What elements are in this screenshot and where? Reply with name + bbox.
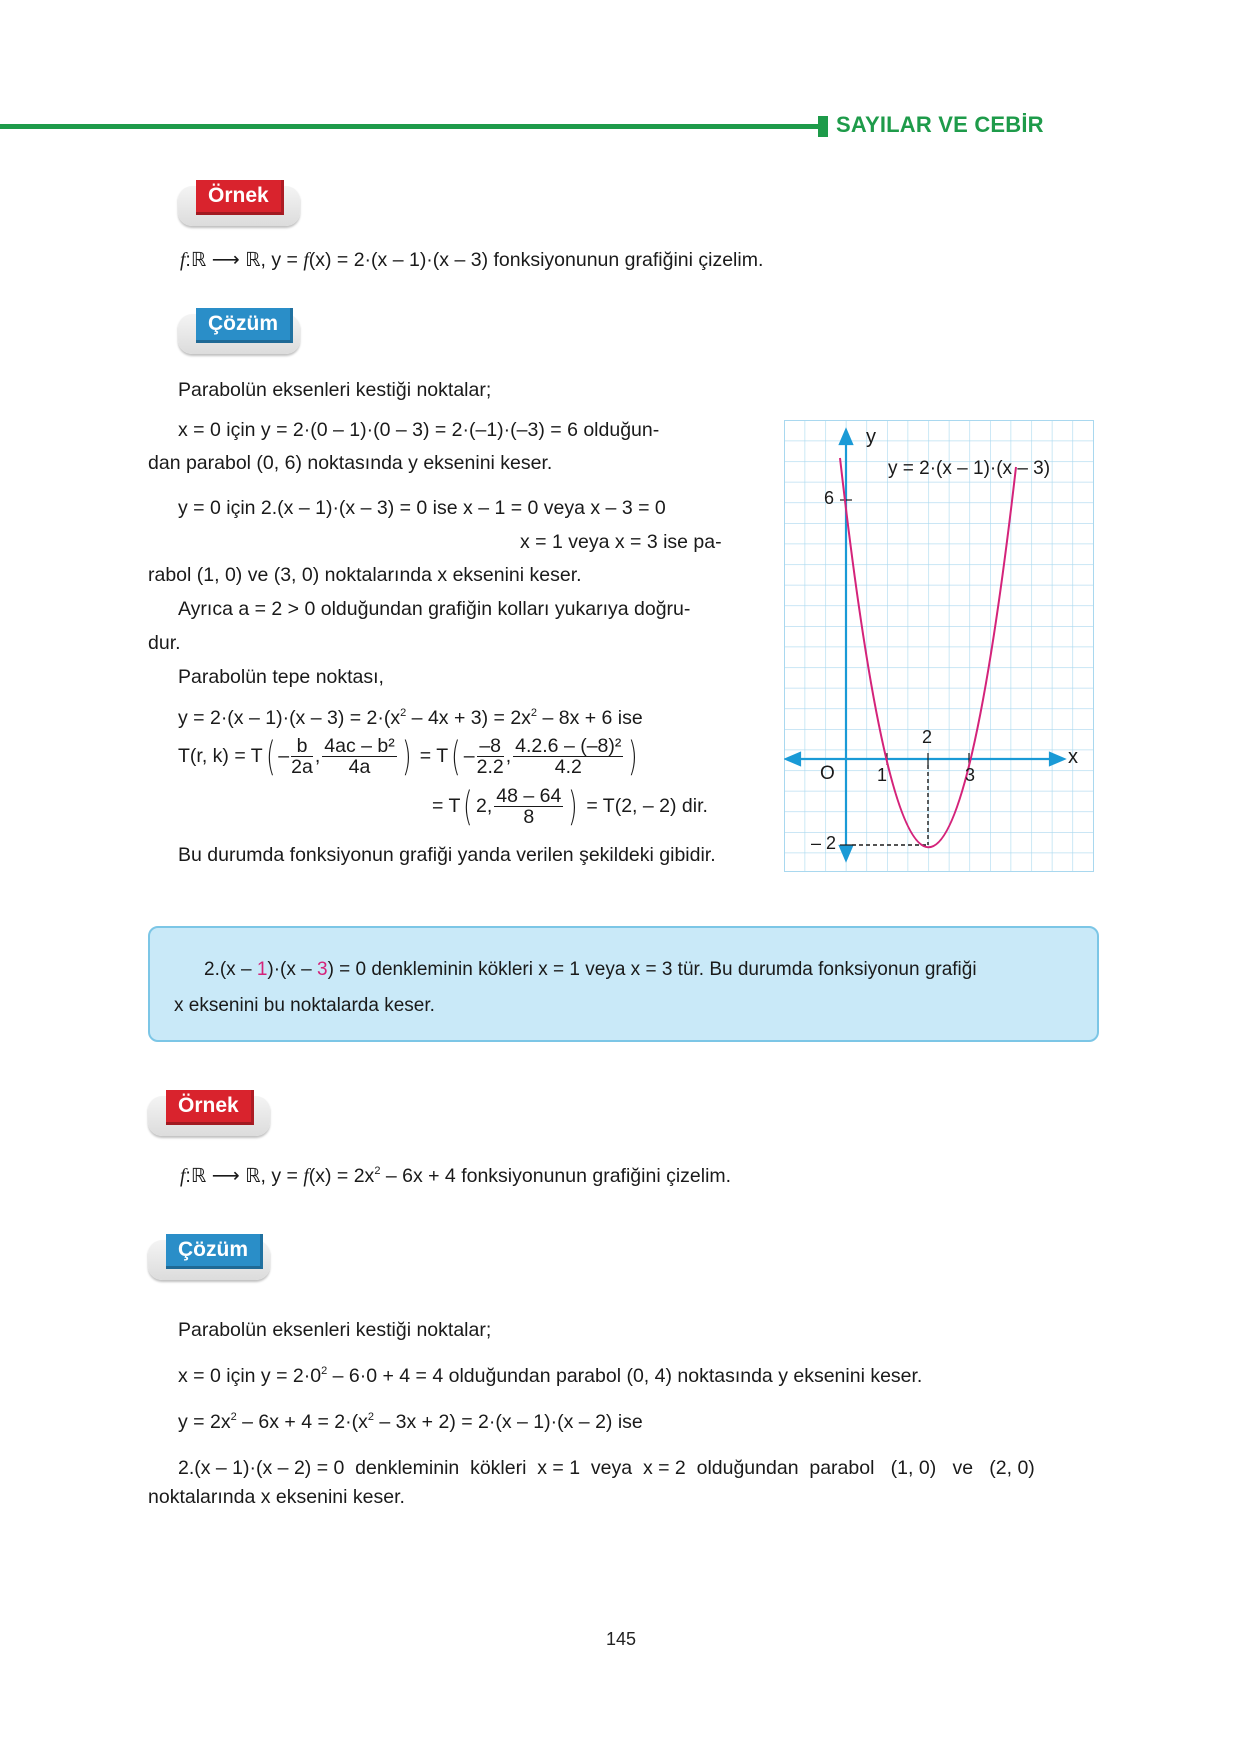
solution-1-line: Bu durumda fonksiyonun grafiği yanda verilen şekildeki gibidir. [178, 844, 716, 866]
graph-equation-label: y = 2·(x – 1)·(x – 3) [888, 458, 1051, 479]
example-1-badge [178, 186, 300, 226]
section-title: SAYILAR VE CEBİR [836, 112, 1044, 137]
page-number: 145 [606, 1629, 637, 1649]
tick-label-2: 2 [922, 727, 933, 747]
solution-1-line: dur. [148, 632, 181, 654]
fraction: $\frac{48 - 64}{8}$ [496, 785, 562, 829]
origin-label: O [820, 763, 835, 784]
root-1-highlight: 1 [256, 959, 268, 980]
solution-2-badge [148, 1240, 270, 1280]
y-axis-label: y [866, 426, 876, 448]
info-box [148, 926, 1099, 1042]
example-label: Örnek [166, 1090, 254, 1125]
tick-label-neg2: – 2 [811, 833, 837, 853]
example-2-prompt: f:ℝ ⟶ ℝ, $y = f(x) = 2x^2 - 6x + 4$ fonksiyonunun grafiğini çizelim. [180, 1165, 732, 1187]
example-label: Örnek [196, 180, 284, 215]
solution-1-line: Parabolün eksenleri kestiği noktalar; [178, 379, 492, 401]
vertex-formula: T(r, k) = T( – $\frac{b}{2a}$ , $\frac{\text{4ac – b²}}{4a}$ ) = T( – $\frac{-8}{2.2}$ , $\frac{\text{4.2.6 – (–8)²}}{4.2}$ ) [178, 733, 638, 780]
tick-label-6: 6 [824, 488, 835, 508]
fraction: $\frac{\text{4.2.6 – (–8)²}}{4.2}$ [515, 735, 622, 779]
solution-2-line: noktalarında x eksenini keser. [148, 1486, 405, 1508]
root-3-highlight: 3 [317, 959, 328, 980]
info-line-2: x eksenini bu noktalarda keser. [174, 995, 435, 1016]
tick-label-3: 3 [965, 765, 976, 785]
header-rule [0, 124, 818, 129]
tick-label-1: 1 [877, 765, 888, 785]
header-marker [818, 116, 828, 137]
example-2-badge [148, 1096, 270, 1136]
solution-2-line: x = 0 için $y = 2\cdot 0^2 - 6\cdot 0 + 4 = 4$ olduğundan parabol (0, 4) noktasında y eksenini keser. [178, 1365, 923, 1387]
x-axis-label: x [1068, 746, 1078, 768]
solution-1-line: Ayrıca a = 2 > 0 olduğundan grafiğin kolları yukarıya doğru- [178, 598, 691, 620]
solution-1-badge [178, 314, 300, 354]
vertex-result: = T( 2, $\frac{48 - 64}{8}$ ) = T(2, – 2) dir. [432, 783, 708, 830]
solution-2-line: $y = 2x^2 - 6x + 4 = 2\cdot(x^2 - 3x + 2) = 2\cdot(x - 1)\cdot(x - 2)$ ise [178, 1411, 643, 1433]
expanded-equation: $y = 2\cdot(x - 1)\cdot(x - 3) = 2\cdot(x^2 - 4x + 3) = 2x^2 - 8x + 6$ ise [178, 707, 643, 729]
solution-2-line: 2.(x – 1)·(x – 2) = 0 denkleminin kökleri x = 1 veya x = 2 olduğundan parabol (1, 0) ve (2, 0) [178, 1457, 1035, 1479]
solution-1-line: x = 0 için y = 2·(0 – 1)·(0 – 3) = 2·(–1)·(–3) = 6 olduğun- [178, 419, 660, 441]
solution-2-line: Parabolün eksenleri kestiği noktalar; [178, 1319, 492, 1341]
solution-1-line: y = 0 için 2.(x – 1)·(x – 3) = 0 ise x – 1 = 0 veya x – 3 = 0 [178, 497, 666, 519]
info-line-1: 2.(x – 1)·(x – 3) = 0 denkleminin kökleri x = 1 veya x = 3 tür. Bu durumda fonksiyonun grafiği [204, 959, 977, 980]
parabola-graph [784, 420, 1094, 872]
solution-1-line: rabol (1, 0) ve (3, 0) noktalarında x eksenini keser. [148, 564, 582, 586]
solution-label: Çözüm [166, 1234, 263, 1269]
solution-1-line: x = 1 veya x = 3 ise pa- [520, 531, 722, 553]
solution-1-line: dan parabol (0, 6) noktasında y eksenini keser. [148, 452, 553, 474]
fraction: $\frac{b}{2a}$ [291, 735, 313, 779]
solution-1-line: Parabolün tepe noktası, [178, 666, 384, 688]
fraction: $\frac{\text{4ac – b²}}{4a}$ [324, 735, 395, 779]
solution-label: Çözüm [196, 308, 293, 343]
example-1-prompt: f:ℝ ⟶ ℝ, y = f(x) = 2·(x – 1)·(x – 3) fonksiyonunun grafiğini çizelim. [180, 249, 764, 271]
fraction: $\frac{-8}{2.2}$ [476, 735, 504, 779]
